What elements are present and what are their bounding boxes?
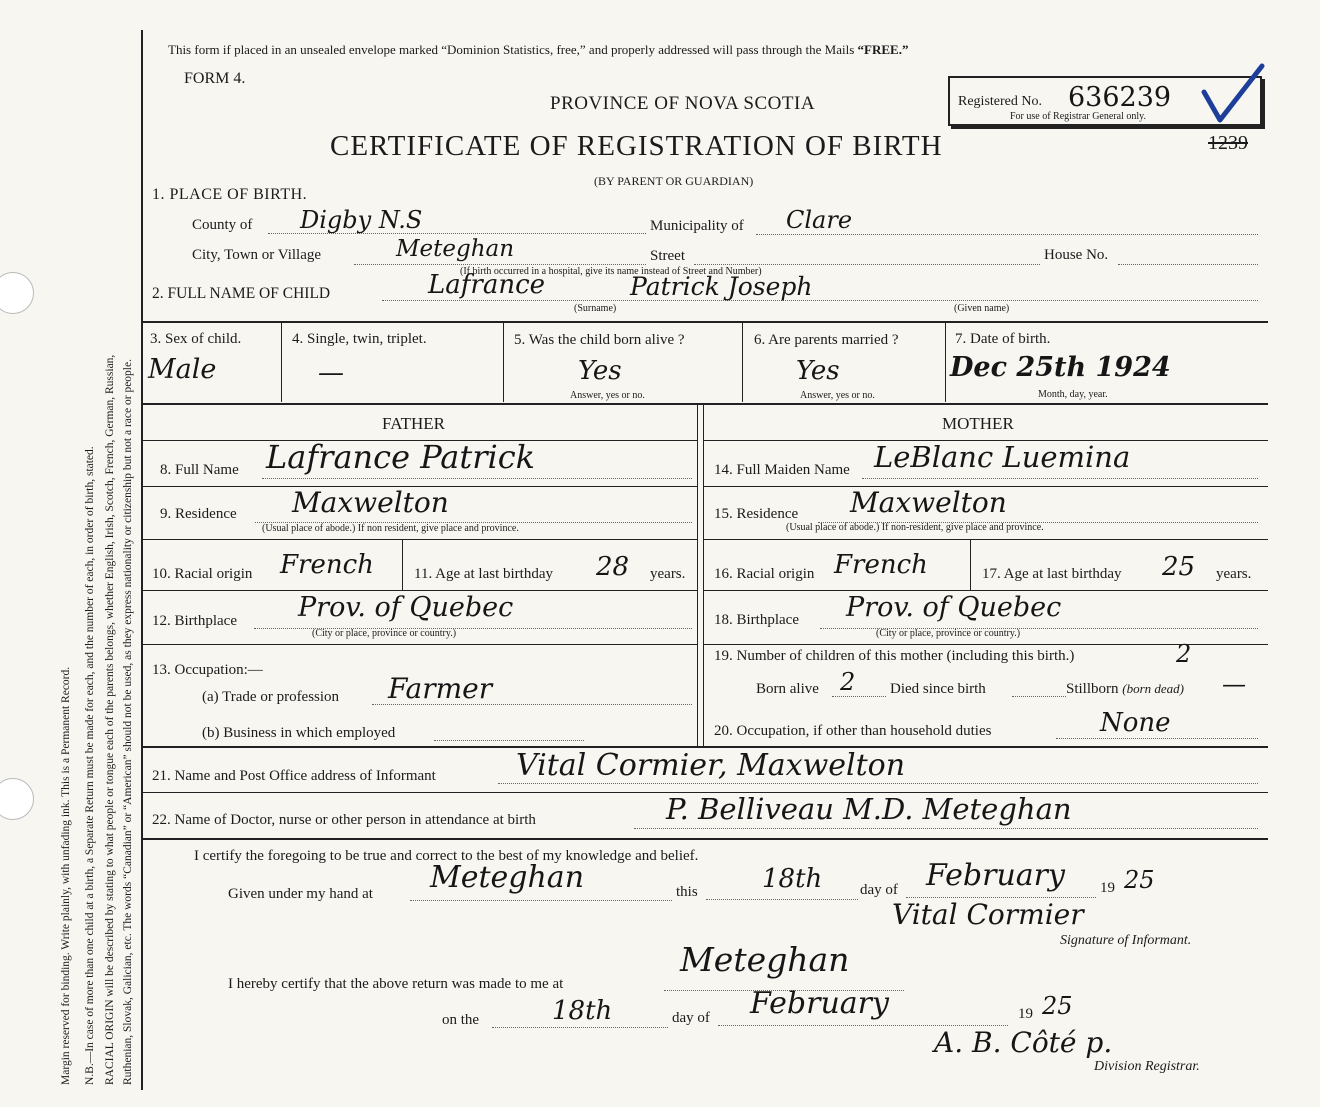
mother-occupation-label: 20. Occupation, if other than household duties: [714, 723, 992, 739]
place-heading: 1. PLACE OF BIRTH.: [152, 186, 308, 203]
father-racial-age-divider: [402, 540, 403, 590]
registrar-place-value: Meteghan: [680, 940, 850, 979]
page-subtitle: (BY PARENT OR GUARDIAN): [594, 174, 754, 188]
father-age-label: 11. Age at last birthday: [414, 566, 553, 582]
child-name-line: [382, 300, 1258, 301]
stillborn-label: Stillborn (born dead): [1066, 681, 1185, 697]
registered-label: Registered No.: [958, 94, 1042, 109]
informant-value: Vital Cormier, Maxwelton: [516, 748, 906, 783]
father-name-value: Lafrance Patrick: [266, 438, 536, 476]
divider-6-7: [945, 322, 946, 402]
certify-day-line: [706, 899, 858, 900]
mother-row-2: [704, 539, 1268, 540]
mother-children-value: 2: [1176, 640, 1192, 668]
mother-heading: MOTHER: [942, 414, 1014, 433]
married-note: Answer, yes or no.: [800, 390, 875, 401]
single-value: —: [318, 358, 344, 388]
margin-border: [141, 30, 143, 1090]
mother-racial-age-divider: [970, 540, 971, 590]
died-line: [1012, 696, 1066, 697]
hospital-note: (If birth occurred in a hospital, give its name instead of Street and Number): [460, 266, 762, 277]
certify-year-prefix: 19: [1100, 880, 1115, 896]
father-name-label: 8. Full Name: [160, 462, 239, 478]
street-label: Street: [650, 248, 685, 264]
divider-parents-top: [143, 403, 1268, 405]
alive-value: Yes: [578, 356, 622, 386]
street-line: [694, 264, 1040, 265]
city-line: [354, 264, 646, 265]
county-value: Digby N.S: [300, 206, 423, 234]
doctor-value: P. Belliveau M.D. Meteghan: [666, 792, 1072, 826]
registrar-on-label: on the: [442, 1012, 480, 1028]
alive-note: Answer, yes or no.: [570, 390, 645, 401]
father-racial-label: 10. Racial origin: [152, 566, 253, 582]
child-given-value: Patrick Joseph: [630, 272, 813, 301]
mother-birthplace-label: 18. Birthplace: [714, 612, 799, 628]
divider-5-6: [742, 322, 743, 402]
city-label: City, Town or Village: [192, 247, 322, 263]
died-label: Died since birth: [890, 681, 986, 697]
mother-name-line: [862, 478, 1258, 479]
father-row-3: [143, 590, 697, 591]
stillborn-dash: —: [1222, 670, 1246, 698]
doctor-line: [634, 828, 1258, 829]
mother-residence-label: 15. Residence: [714, 506, 799, 522]
registrar-note: For use of Registrar General only.: [1010, 111, 1146, 122]
father-birthplace-note: (City or place, province or country.): [312, 628, 457, 639]
municipality-label: Municipality of: [650, 218, 744, 234]
child-name-label: 2. FULL NAME OF CHILD: [152, 285, 331, 302]
certify-statement: I certify the foregoing to be true and correct to the best of my knowledge and belief.: [194, 848, 699, 864]
mother-occupation-value: None: [1100, 708, 1171, 738]
father-residence-note: (Usual place of abode.) If non resident, give place and province.: [262, 523, 519, 534]
divider-3-4: [281, 322, 282, 402]
father-residence-label: 9. Residence: [160, 506, 237, 522]
binding-hole-top: [0, 272, 34, 314]
registrar-month-value: February: [750, 986, 889, 1021]
father-trade-label: (a) Trade or profession: [202, 689, 340, 705]
certify-this-label: this: [676, 884, 698, 900]
mother-age-unit: years.: [1216, 566, 1252, 582]
form-number: FORM 4.: [184, 70, 246, 87]
divider-4-5: [503, 322, 504, 402]
sex-label: 3. Sex of child.: [150, 331, 242, 347]
parents-divider-a: [697, 404, 698, 746]
surname-note: (Surname): [574, 303, 617, 314]
margin-note-2: N.B.—In case of more than one child at a birth, a Separate Return must be made for each, and the number of each, in order of birth, stated.: [84, 446, 96, 1085]
divider-row3-top: [143, 321, 1268, 323]
married-value: Yes: [796, 356, 840, 386]
binding-hole-bottom: [0, 778, 34, 820]
mother-age-value: 25: [1162, 552, 1196, 582]
born-alive-line: [832, 696, 886, 697]
informant-line: [498, 783, 1258, 784]
dob-value: Dec 25th 1924: [950, 352, 1171, 383]
registrar-year-prefix: 19: [1018, 1006, 1033, 1022]
divider-certify-top: [143, 838, 1268, 840]
father-business-line: [434, 740, 584, 741]
informant-label: 21. Name and Post Office address of Informant: [152, 768, 436, 784]
certify-place-value: Meteghan: [430, 860, 585, 895]
mother-row-3: [704, 590, 1268, 591]
registrar-statement: I hereby certify that the above return was made to me at: [228, 976, 564, 992]
given-note: (Given name): [954, 303, 1010, 314]
check-mark-icon: [1198, 62, 1268, 132]
registrar-caption: Division Registrar.: [1094, 1059, 1200, 1074]
father-name-line: [262, 478, 692, 479]
mother-residence-value: Maxwelton: [850, 486, 1007, 519]
doctor-label: 22. Name of Doctor, nurse or other person in attendance at birth: [152, 812, 536, 828]
mail-note: This form if placed in an unsealed envelope marked “Dominion Statistics, free,” and properly addressed will pass through the Mails “FREE.”: [168, 42, 909, 57]
born-alive-label: Born alive: [756, 681, 819, 697]
margin-note-3: RACIAL ORIGIN will be described by stating to what people or tongue each of the parents belongs, whether English, Irish, Scotch, French, German, Russian,: [104, 354, 116, 1085]
province-heading: PROVINCE OF NOVA SCOTIA: [550, 93, 816, 114]
sex-value: Male: [148, 354, 217, 385]
parents-divider-b: [703, 404, 704, 746]
registrar-dayof-label: day of: [672, 1010, 710, 1026]
certify-dayof-label: day of: [860, 882, 898, 898]
margin-note-1: Margin reserved for binding. Write plainly, with unfading ink. This is a Permanent Record.: [60, 666, 72, 1085]
father-row-2: [143, 539, 697, 540]
registrar-day-line: [492, 1027, 668, 1028]
dob-note: Month, day, year.: [1038, 389, 1108, 400]
mother-racial-value: French: [834, 550, 928, 580]
father-birthplace-label: 12. Birthplace: [152, 613, 237, 629]
mother-birthplace-note: (City or place, province or country.): [876, 628, 1021, 639]
child-surname-value: Lafrance: [428, 270, 546, 300]
mother-name-value: LeBlanc Luemina: [874, 440, 1131, 474]
city-value: Meteghan: [396, 236, 515, 262]
father-racial-value: French: [280, 550, 374, 580]
mother-name-label: 14. Full Maiden Name: [714, 462, 850, 478]
father-business-label: (b) Business in which employed: [202, 725, 396, 741]
informant-signature: Vital Cormier: [892, 898, 1084, 931]
dob-label: 7. Date of birth.: [955, 331, 1051, 347]
registrar-signature: A. B. Côté p.: [934, 1026, 1113, 1059]
born-alive-value: 2: [840, 668, 856, 696]
registrar-year-value: 25: [1042, 992, 1073, 1020]
municipality-line: [756, 234, 1258, 235]
certify-day-value: 18th: [762, 864, 823, 894]
mother-children-label: 19. Number of children of this mother (including this birth.): [714, 648, 1075, 664]
informant-signature-caption: Signature of Informant.: [1060, 933, 1192, 948]
house-label: House No.: [1044, 247, 1109, 263]
alive-label: 5. Was the child born alive ?: [514, 332, 685, 348]
certify-place-line: [410, 900, 672, 901]
single-label: 4. Single, twin, triplet.: [292, 331, 427, 347]
father-occupation-label: 13. Occupation:—: [152, 662, 263, 678]
father-trade-value: Farmer: [388, 672, 493, 705]
father-age-unit: years.: [650, 566, 686, 582]
mother-occupation-line: [1056, 738, 1258, 739]
mother-residence-note: (Usual place of abode.) If non-resident, give place and province.: [786, 522, 1044, 533]
county-label: County of: [192, 217, 253, 233]
father-row-4: [143, 644, 697, 645]
father-age-value: 28: [596, 552, 630, 582]
page-title: CERTIFICATE OF REGISTRATION OF BIRTH: [330, 130, 943, 162]
mother-birthplace-value: Prov. of Quebec: [846, 592, 1062, 623]
mother-age-label: 17. Age at last birthday: [982, 566, 1122, 582]
father-birthplace-value: Prov. of Quebec: [298, 592, 514, 623]
father-heading: FATHER: [382, 414, 445, 433]
father-residence-value: Maxwelton: [292, 486, 449, 519]
certify-given-label: Given under my hand at: [228, 886, 373, 902]
mother-racial-label: 16. Racial origin: [714, 566, 815, 582]
registrar-day-value: 18th: [552, 996, 613, 1026]
married-label: 6. Are parents married ?: [754, 332, 899, 348]
municipality-value: Clare: [786, 206, 853, 234]
struck-number: 1239: [1208, 132, 1248, 154]
certify-year-value: 25: [1124, 866, 1155, 894]
house-line: [1118, 264, 1258, 265]
margin-note-4: Ruthenian, Slovak, Galician, etc. The words “Canadian” or “American” should not be used, as they express nationality or citizenship but not a race or people.: [122, 359, 134, 1085]
certify-month-value: February: [926, 858, 1065, 893]
registered-number: 636239: [1068, 82, 1172, 113]
